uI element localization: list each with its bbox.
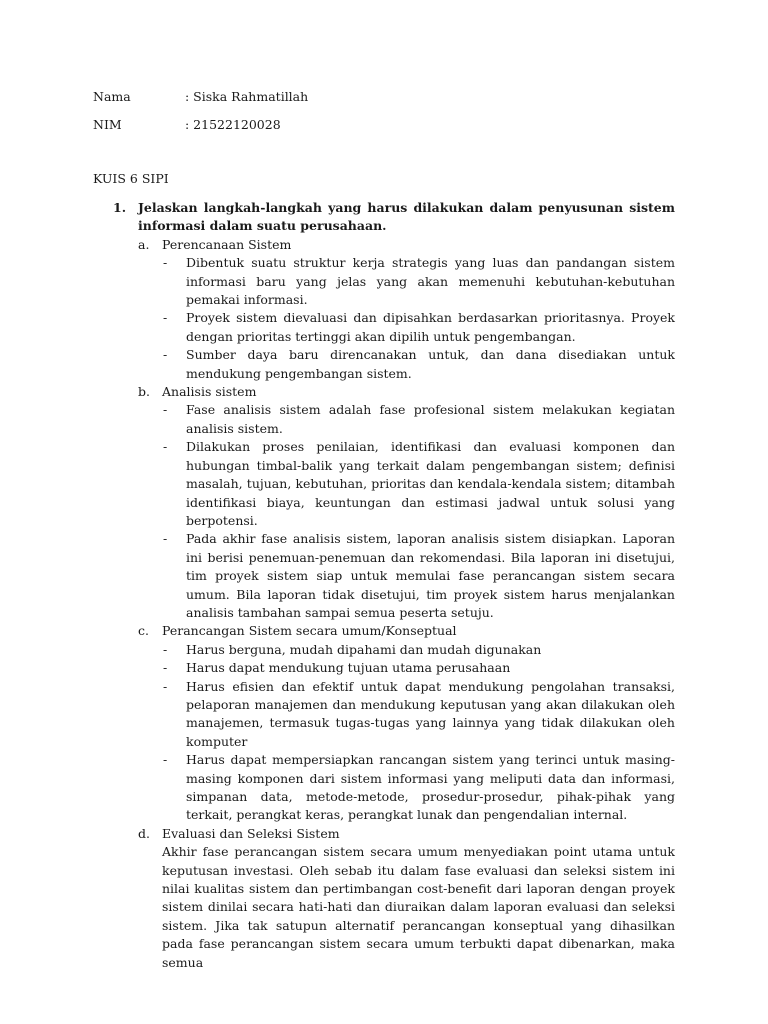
dash-bullet: - <box>163 310 168 326</box>
list-item <box>162 346 675 383</box>
section-c-title: Perancangan Sistem secara umum/Konseptual <box>162 623 457 639</box>
dash-bullet: - <box>163 255 168 271</box>
section-b-list <box>162 401 675 622</box>
item-text: Pada akhir fase analisis sistem, laporan analisis sistem disiapkan. Laporan ini berisi penemuan-penemuan dan rekomendasi. Bila laporan ini disetujui, tim proyek sistem siap untuk memulai fase perancangan sistem secara umum. Bila laporan tidak disetujui, tim proyek sistem harus menjalankan analisis tambahan sampai semua peserta setuju. <box>186 531 675 620</box>
section-a <box>138 236 675 383</box>
list-item <box>162 438 675 530</box>
item-text: Harus berguna, mudah dipahami dan mudah digunakan <box>186 641 542 657</box>
name-label: Nama <box>93 89 131 104</box>
dash-bullet: - <box>163 641 168 657</box>
section-b <box>138 383 675 622</box>
dash-bullet: - <box>163 347 168 363</box>
dash-bullet: - <box>163 531 168 547</box>
list-item <box>162 254 675 309</box>
item-text: Sumber daya baru direncanakan untuk, dan dana disediakan untuk mendukung pengembangan sistem. <box>186 347 675 381</box>
section-b-title: Analisis sistem <box>162 384 257 400</box>
section-d-paragraph: Akhir fase perancangan sistem secara umum menyediakan point utama untuk keputusan investasi. Oleh sebab itu dalam fase evaluasi dan seleksi sistem ini nilai kualitas sistem dan pertimbangan cost-benefit dari laporan dengan proyek sistem dinilai secara hati-hati dan diuraikan dalam laporan evaluasi dan seleksi sistem. Jika tak satupun alternatif perancangan konseptual yang dihasilkan pada fase perancangan sistem secara umum terbukti dapat dibenarkan, maka semua <box>162 844 675 970</box>
item-text: Proyek sistem dievaluasi dan dipisahkan berdasarkan prioritasnya. Proyek dengan prioritas tertinggi akan dipilih untuk pengembangan. <box>186 310 675 344</box>
section-a-title: Perencanaan Sistem <box>162 236 292 252</box>
list-item <box>162 751 675 825</box>
section-d-letter: d. <box>138 825 150 841</box>
list-item <box>162 401 675 438</box>
list-item <box>162 530 675 622</box>
dash-bullet: - <box>163 439 168 455</box>
item-text: Harus dapat mempersiapkan rancangan sistem yang terinci untuk masing-masing komponen dari sistem informasi yang meliputi data dan informasi, simpanan data, metode-metode, prosedur-prosedur, pihak-pihak yang terkait, perangkat keras, perangkat lunak dan pengendalian internal. <box>186 752 675 823</box>
dash-bullet: - <box>163 660 168 676</box>
section-c-list <box>162 641 675 825</box>
quiz-title: KUIS 6 SIPI <box>93 171 169 186</box>
section-a-letter: a. <box>138 236 150 252</box>
section-d-title: Evaluasi dan Seleksi Sistem <box>162 825 340 841</box>
list-item <box>162 641 675 659</box>
item-text: Dilakukan proses penilaian, identifikasi dan evaluasi komponen dan hubungan timbal-balik yang terkait dalam pengembangan sistem; definisi masalah, tujuan, kebutuhan, prioritas dan kendala-kendala sistem; ditambah identifikasi biaya, keuntungan dan estimasi jadwal untuk solusi yang berpotensi. <box>186 439 675 528</box>
name-value: : Siska Rahmatillah <box>185 89 309 104</box>
list-item <box>162 659 675 677</box>
dash-bullet: - <box>163 402 168 418</box>
section-c <box>138 622 675 824</box>
section-c-letter: c. <box>138 623 149 639</box>
list-item <box>162 309 675 346</box>
question-text: Jelaskan langkah-langkah yang harus dilakukan dalam penyusunan sistem informasi dalam suatu perusahaan. <box>138 200 675 234</box>
section-b-letter: b. <box>138 384 150 400</box>
list-item <box>162 678 675 752</box>
section-d <box>138 825 675 972</box>
item-text: Harus efisien dan efektif untuk dapat mendukung pengolahan transaksi, pelaporan manajemen dan mendukung keputusan yang akan dilakukan oleh manajemen, termasuk tugas-tugas yang lainnya yang tidak dilakukan oleh komputer <box>186 678 675 749</box>
item-text: Dibentuk suatu struktur kerja strategis yang luas dan pandangan sistem informasi baru yang jelas yang akan memenuhi kebutuhan-kebutuhan pemakai informasi. <box>186 255 675 308</box>
section-a-list <box>162 254 675 383</box>
item-text: Fase analisis sistem adalah fase profesional sistem melakukan kegiatan analisis sistem. <box>186 402 675 436</box>
item-text: Harus dapat mendukung tujuan utama perusahaan <box>186 660 511 676</box>
question-number: 1. <box>113 200 127 215</box>
dash-bullet: - <box>163 752 168 768</box>
nim-label: NIM <box>93 117 122 132</box>
nim-value: : 21522120028 <box>185 117 281 132</box>
question-block <box>93 199 675 972</box>
dash-bullet: - <box>163 678 168 694</box>
